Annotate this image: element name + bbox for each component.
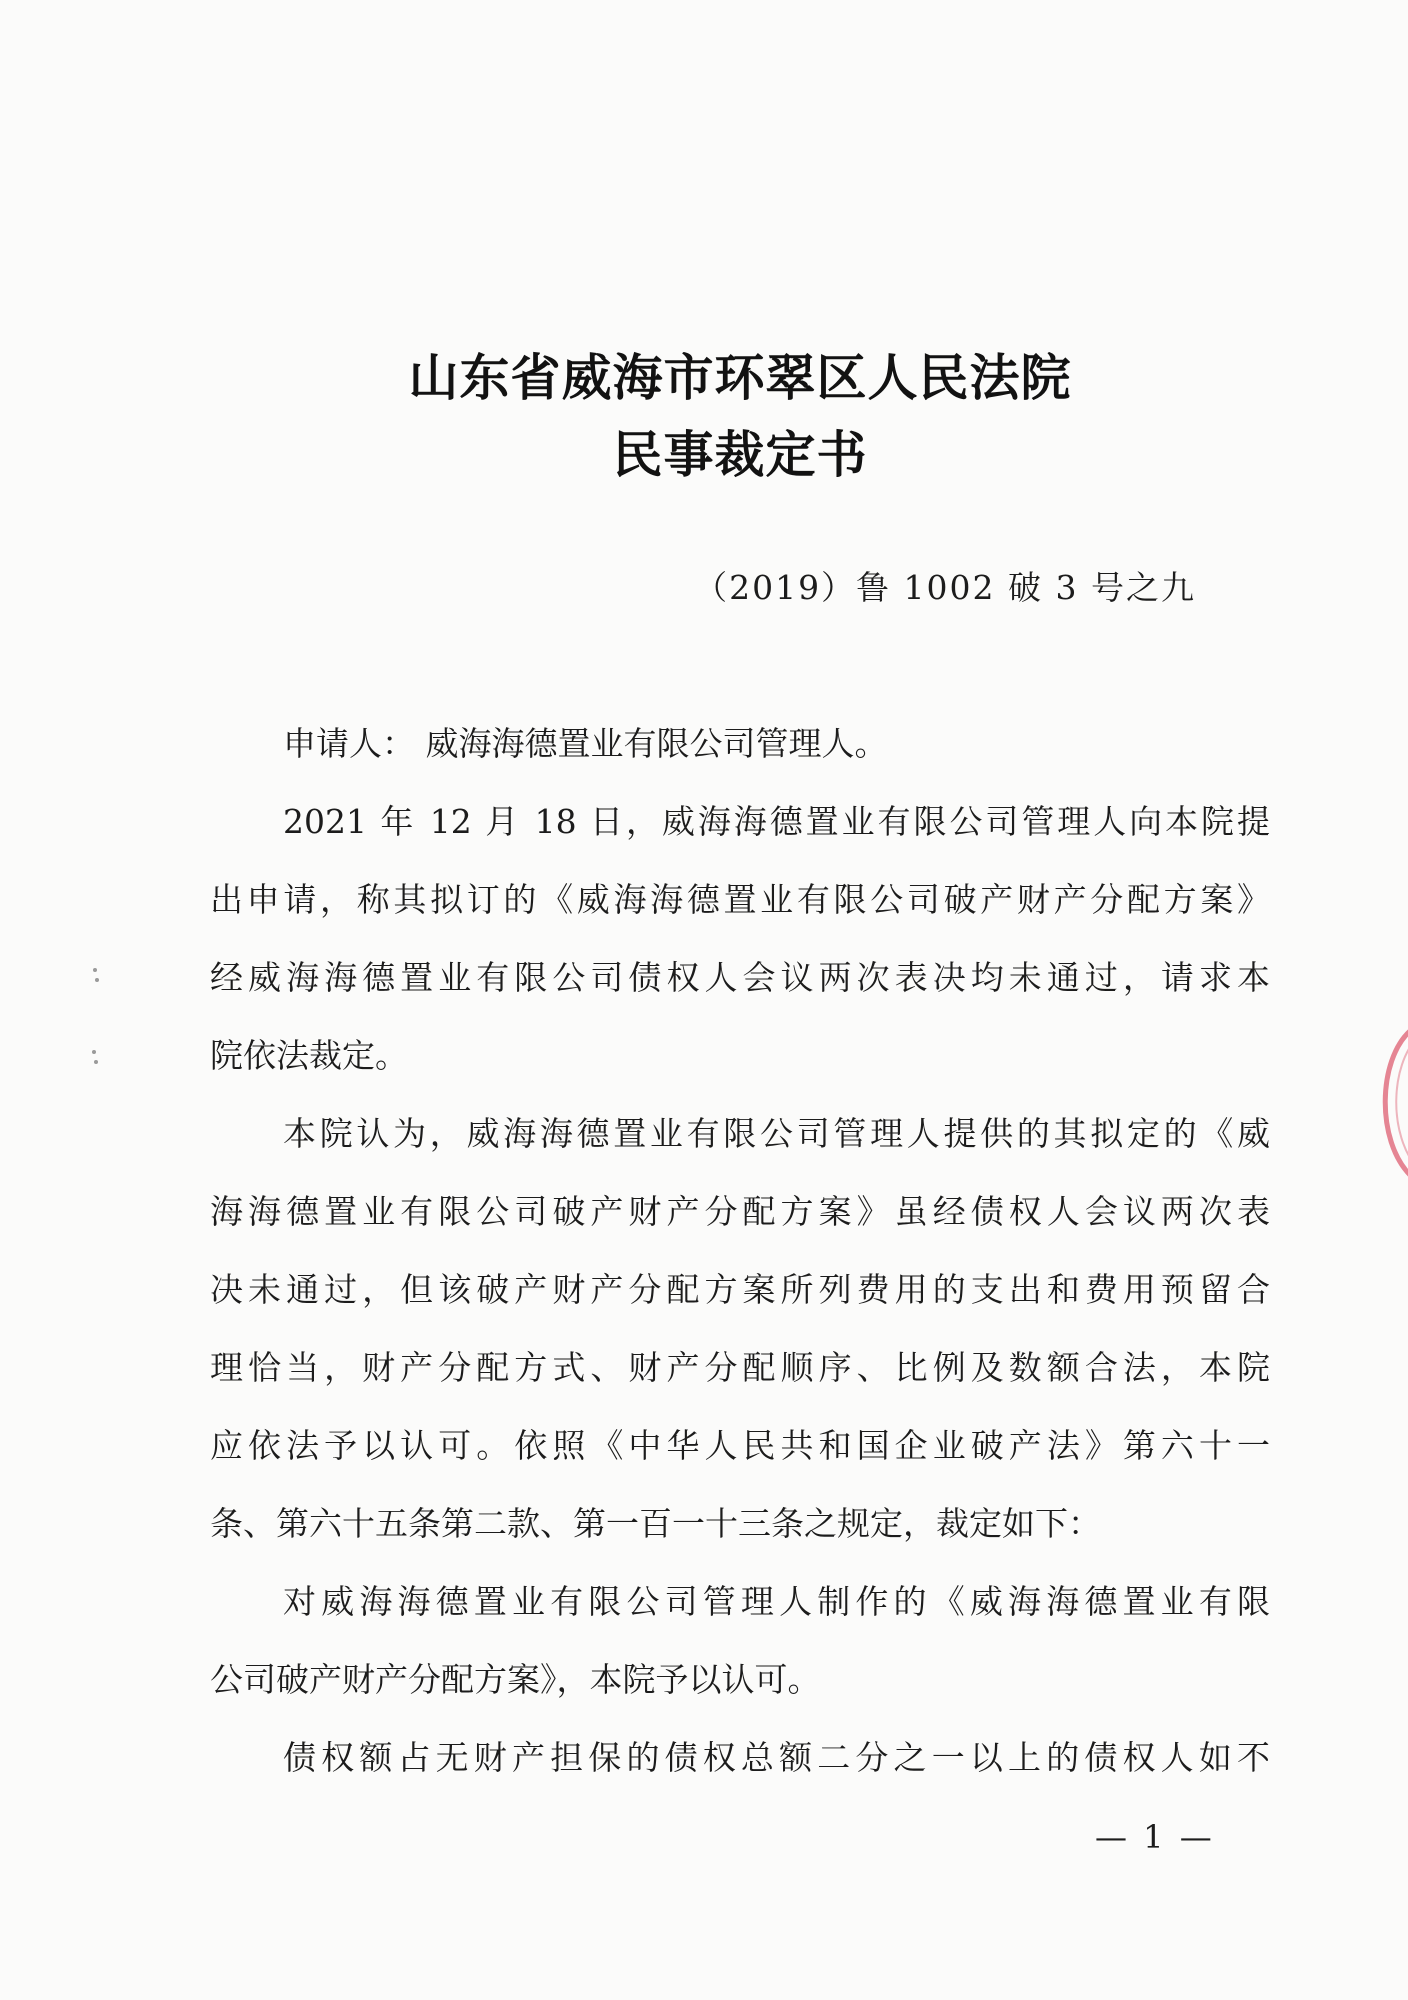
body-line: 条、第六十五条第二款、第一百一十三条之规定，裁定如下： [210, 1504, 1101, 1543]
body-line: 对威海海德置业有限公司管理人制作的《威海海德置业有限 [283, 1582, 1270, 1621]
applicant-line: 申请人： 威海海德置业有限公司管理人。 [283, 724, 888, 763]
body-line: 本院认为，威海海德置业有限公司管理人提供的其拟定的《威 [283, 1114, 1270, 1153]
page-number: — 1 — [1095, 1818, 1215, 1856]
body-line: 应依法予以认可。依照《中华人民共和国企业破产法》第六十一 [210, 1426, 1270, 1465]
body-line: 理恰当，财产分配方式、财产分配顺序、比例及数额合法，本院 [210, 1348, 1270, 1387]
scan-speck [94, 1060, 98, 1064]
scan-speck [92, 1050, 96, 1054]
body-line: 海海德置业有限公司破产财产分配方案》虽经债权人会议两次表 [210, 1192, 1270, 1231]
red-seal-edge [1370, 1025, 1408, 1180]
scan-speck [93, 968, 97, 972]
case-number: （2019）鲁 1002 破 3 号之九 [694, 568, 1196, 607]
court-name: 山东省威海市环翠区人民法院 [408, 348, 1072, 407]
document-title: 民事裁定书 [612, 425, 868, 484]
body-line: 债权额占无财产担保的债权总额二分之一以上的债权人如不 [283, 1738, 1270, 1777]
scan-speck [95, 978, 99, 982]
body-line: 院依法裁定。 [210, 1036, 408, 1075]
body-line: 决未通过，但该破产财产分配方案所列费用的支出和费用预留合 [210, 1270, 1270, 1309]
body-line: 经威海海德置业有限公司债权人会议两次表决均未通过，请求本 [210, 958, 1270, 997]
body-line: 公司破产财产分配方案》，本院予以认可。 [210, 1660, 821, 1699]
body-line: 2021 年 12 月 18 日，威海海德置业有限公司管理人向本院提 [283, 802, 1270, 841]
body-line: 出申请，称其拟订的《威海海德置业有限公司破产财产分配方案》 [210, 880, 1270, 919]
